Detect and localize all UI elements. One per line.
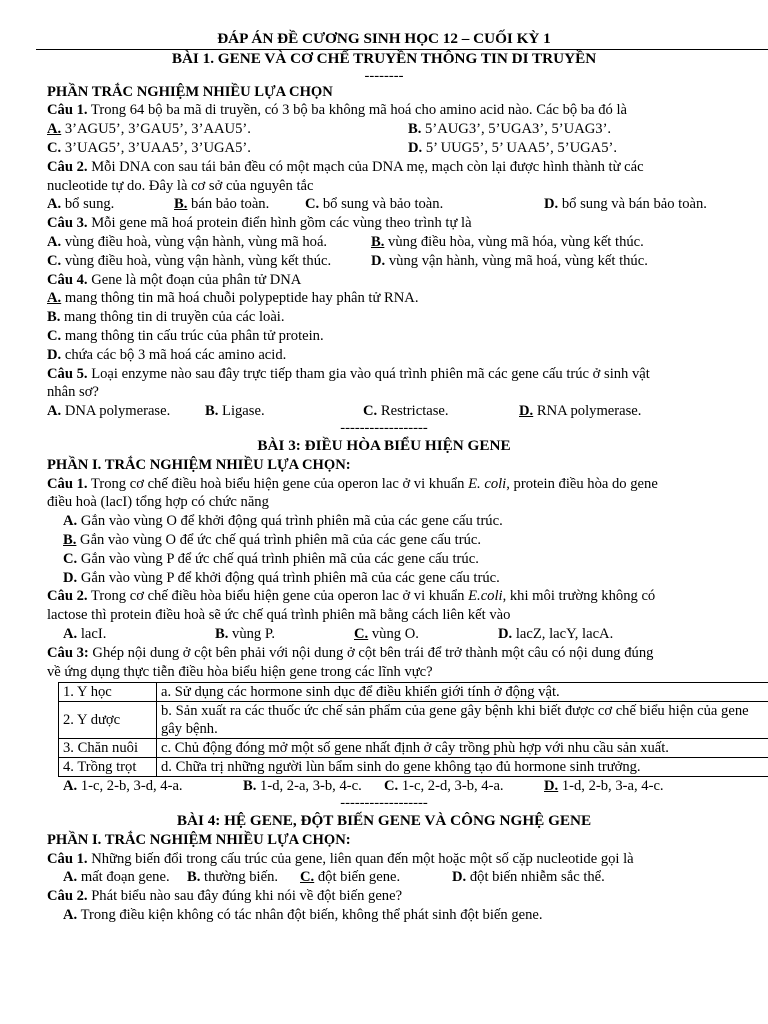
bai4-q1: Câu 1. Những biến đổi trong cấu trúc của gene, liên quan đến một hoặc một số cặp nucleotide gọi là xyxy=(47,850,634,867)
correct-answer-key: A. xyxy=(47,121,62,138)
bai1-q5-options: A. DNA polymerase. B. Ligase. C. Restrictase. D. RNA polymerase. xyxy=(47,403,642,420)
correct-answer-key: B. xyxy=(371,233,385,250)
bai1-q3: Câu 3. Mỗi gene mã hoá protein điển hình gồm các vùng theo trình tự là xyxy=(47,215,472,232)
bai4-part-heading: PHẦN I. TRẮC NGHIỆM NHIỀU LỰA CHỌN: xyxy=(47,831,351,848)
bai1-q4-option-a: A. mang thông tin mã hoá chuỗi polypeptide hay phân tử RNA. xyxy=(47,290,419,307)
bai3-q1-option-d: D. Gắn vào vùng P để khởi động quá trình phiên mã của các gene cấu trúc. xyxy=(63,569,500,586)
correct-answer-key: B. xyxy=(174,196,188,213)
table-cell: c. Chủ động đóng mở một số gene nhất định ở cây trồng phù hợp với nhu cầu sản xuất. xyxy=(157,739,768,758)
bai1-q2: Câu 2. Mỗi DNA con sau tái bản đều có một mạch của DNA mẹ, mạch còn lại được hình thành từ các xyxy=(47,158,644,175)
table-cell: d. Chữa trị những người lùn bẩm sinh do gene không tạo đủ hormone sinh trưởng. xyxy=(157,758,768,777)
bai3-title: BÀI 3: ĐIỀU HÒA BIỂU HIỆN GENE xyxy=(257,436,511,454)
bai1-q5-line2: nhân sơ? xyxy=(47,384,99,401)
bai1-q1: Câu 1. Trong 64 bộ ba mã di truyền, có 3 bộ ba không mã hoá cho amino acid nào. Các bộ ba đó là xyxy=(47,102,628,119)
bai4-q2-option-a: A. Trong điều kiện không có tác nhân đột biến, không thể phát sinh đột biến gene. xyxy=(63,907,543,924)
bai3-q2-options: A. lacI. B. vùng P. C. vùng O. D. lacZ, lacY, lacA. xyxy=(63,625,614,642)
table-row xyxy=(59,683,768,702)
bai1-q1-options-ab: A. 3’AGU5’, 3’GAU5’, 3’AAU5’. B. 5’AUG3’, 5’UGA3’, 5’UAG3’. xyxy=(47,121,612,138)
bai3-q3-options: A. 1-c, 2-b, 3-d, 4-a. B. 1-d, 2-a, 3-b, 4-c. C. 1-c, 2-d, 3-b, 4-a. D. 1-d, 2-b, 3-a, 4-c. xyxy=(63,778,664,795)
table-row xyxy=(59,702,768,739)
bai3-q2: Câu 2. Trong cơ chế điều hòa biểu hiện gene của operon lac ở vi khuẩn E.coli, khi môi trường không có xyxy=(47,588,656,605)
table-cell: 4. Trồng trọt xyxy=(59,758,157,777)
bai3-q1-option-a: A. Gắn vào vùng O để khởi động quá trình phiên mã của các gene cấu trúc. xyxy=(63,513,503,530)
table-cell: a. Sử dụng các hormone sinh dục để điều khiển giới tính ở động vật. xyxy=(157,683,768,702)
bai1-title: BÀI 1. GENE VÀ CƠ CHẾ TRUYỀN THÔNG TIN DI TRUYỀN xyxy=(171,49,597,67)
correct-answer-key: D. xyxy=(544,778,559,795)
bai3-q1-option-c: C. Gắn vào vùng P để ức chế quá trình phiên mã của các gene cấu trúc. xyxy=(63,550,479,567)
bai3-q1-line2: điều hoà (lacI) tổng hợp có chức năng xyxy=(47,494,269,511)
table-cell: 1. Y học xyxy=(59,683,157,702)
bai4-q1-options: A. mất đoạn gene. B. thường biến. C. đột biến gene. D. đột biến nhiễm sắc thể. xyxy=(63,869,605,886)
bai3-end-divider: ------------------ xyxy=(340,795,428,812)
bai1-q2-options: A. bổ sung. B. bán bảo toàn. C. bổ sung và bảo toàn. D. bổ sung và bán bảo toàn. xyxy=(47,196,707,213)
table-row xyxy=(59,739,768,758)
correct-answer-key: C. xyxy=(300,869,315,886)
bai1-q4-option-d: D. chứa các bộ 3 mã hoá các amino acid. xyxy=(47,346,287,363)
table-row xyxy=(59,758,768,777)
table-cell: b. Sản xuất ra các thuốc ức chế sản phẩm của gene gây bệnh khi biết được cơ chế biểu hiện của gene gây bệnh. xyxy=(157,702,768,739)
bai1-divider: -------- xyxy=(364,67,404,84)
table-cell: 3. Chăn nuôi xyxy=(59,739,157,758)
bai1-q3-options-cd: C. vùng điều hoà, vùng vận hành, vùng kết thúc. D. vùng vận hành, vùng mã hoá, vùng kết thúc. xyxy=(47,252,648,269)
correct-answer-key: B. xyxy=(63,531,77,548)
correct-answer-key: A. xyxy=(47,290,62,307)
bai3-part-heading: PHẦN I. TRẮC NGHIỆM NHIỀU LỰA CHỌN: xyxy=(47,456,351,473)
bai1-q4-option-c: C. mang thông tin cấu trúc của phân tử protein. xyxy=(47,327,324,344)
bai1-q5: Câu 5. Loại enzyme nào sau đây trực tiếp tham gia vào quá trình phiên mã các gene cấu trúc ở sinh vật xyxy=(47,365,650,382)
bai1-part-heading: PHẦN TRẮC NGHIỆM NHIỀU LỰA CHỌN xyxy=(47,83,333,100)
bai3-q2-line2: lactose thì protein điều hoà sẽ ức chế quá trình phiên mã bằng cách liên kết vào xyxy=(47,607,511,624)
bai3-q1-option-b: B. Gắn vào vùng O để ức chế quá trình phiên mã của các gene cấu trúc. xyxy=(63,531,481,548)
bai4-q2: Câu 2. Phát biểu nào sau đây đúng khi nói về đột biến gene? xyxy=(47,888,403,905)
matching-table xyxy=(58,682,768,777)
bai1-q1-options-cd: C. 3’UAG5’, 3’UAA5’, 3’UGA5’. D. 5’ UUG5’, 5’ UAA5’, 5’UGA5’. xyxy=(47,139,618,156)
bai3-q3-line2: về ứng dụng thực tiễn điều hòa biểu hiện gene trong các lĩnh vực? xyxy=(47,663,433,680)
document-title: ĐÁP ÁN ĐỀ CƯƠNG SINH HỌC 12 – CUỐI KỲ 1 xyxy=(217,30,551,47)
bai4-title: BÀI 4: HỆ GENE, ĐỘT BIẾN GENE VÀ CÔNG NGHỆ GENE xyxy=(176,812,592,830)
bai3-q3: Câu 3: Ghép nội dung ở cột bên phải với nội dung ở cột bên trái để trở thành một câu có nội dung đúng xyxy=(47,644,654,661)
correct-answer-key: C. xyxy=(354,625,369,642)
bai1-q4: Câu 4. Gene là một đoạn của phân tử DNA xyxy=(47,271,302,288)
bai1-q4-option-b: B. mang thông tin di truyền của các loài. xyxy=(47,309,285,326)
bai3-q1: Câu 1. Trong cơ chế điều hoà biểu hiện gene của operon lac ở vi khuẩn E. coli, protein điều hòa do gene xyxy=(47,475,658,492)
bai1-q3-options-ab: A. vùng điều hoà, vùng vận hành, vùng mã hoá. B. vùng điều hòa, vùng mã hóa, vùng kết thúc. xyxy=(47,233,644,250)
bai1-end-divider: ------------------ xyxy=(340,419,428,436)
bai1-q2-line2: nucleotide tự do. Đây là cơ sở của nguyên tắc xyxy=(47,177,314,194)
table-cell: 2. Y dược xyxy=(59,702,157,739)
correct-answer-key: D. xyxy=(519,403,534,420)
